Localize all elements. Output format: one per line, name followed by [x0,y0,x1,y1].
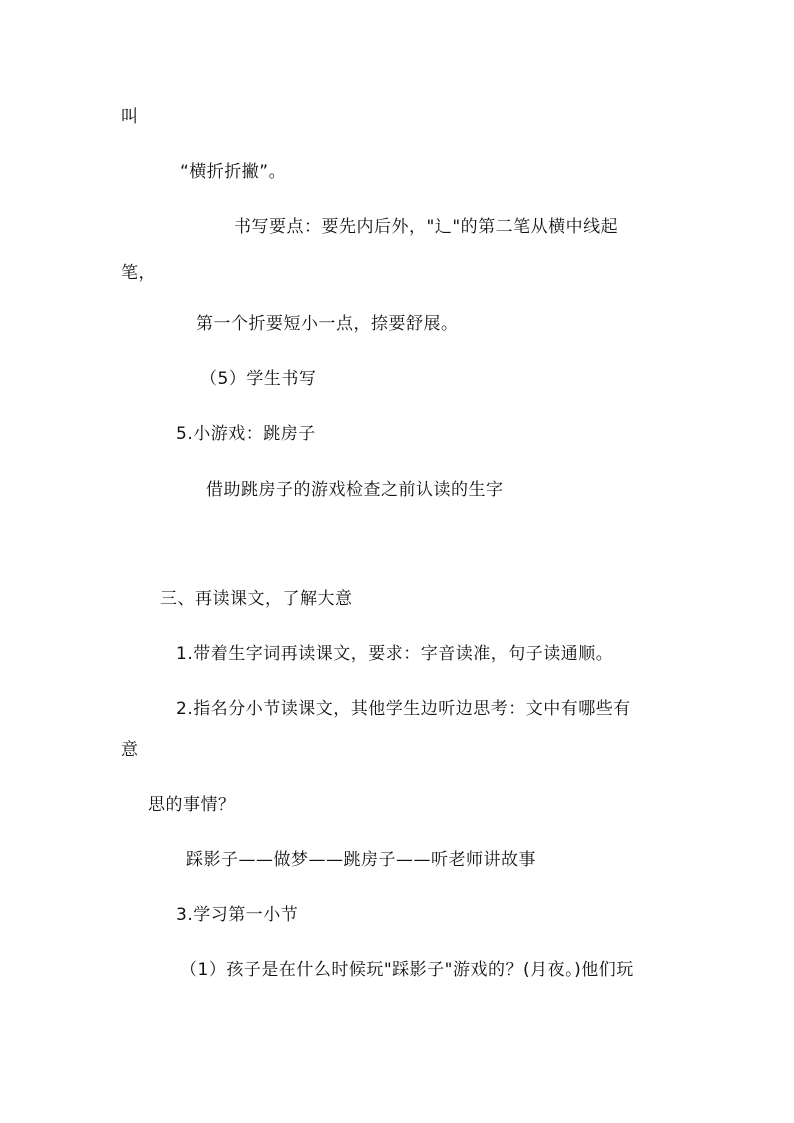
text-line: 2.指名分小节读课文，其他学生边听边思考：文中有哪些有 [176,699,631,719]
text-line: 意 [121,740,139,760]
section-heading: 三、再读课文，了解大意 [160,589,353,609]
text-line: 笔， [121,263,156,283]
text-line: 借助跳房子的游戏检查之前认读的生字 [206,480,504,500]
text-line: 书写要点：要先内后外，"辶"的第二笔从横中线起 [234,217,619,237]
text-line: （5）学生书写 [200,369,317,389]
text-line: 3.学习第一小节 [176,905,299,925]
text-line: 叫 [121,107,139,127]
text-line: 踩影子——做梦——跳房子——听老师讲故事 [186,850,536,870]
text-line: 5.小游戏：跳房子 [176,424,316,444]
text-line: 第一个折要短小一点，捺要舒展。 [196,314,459,334]
text-line: 1.带着生字词再读课文，要求：字音读准，句子读通顺。 [176,644,614,664]
text-line: 思的事情？ [148,795,236,815]
text-line: “横折折撇”。 [180,162,287,182]
text-line: （1）孩子是在什么时候玩"踩影子"游戏的？(月夜。)他们玩 [180,960,634,980]
